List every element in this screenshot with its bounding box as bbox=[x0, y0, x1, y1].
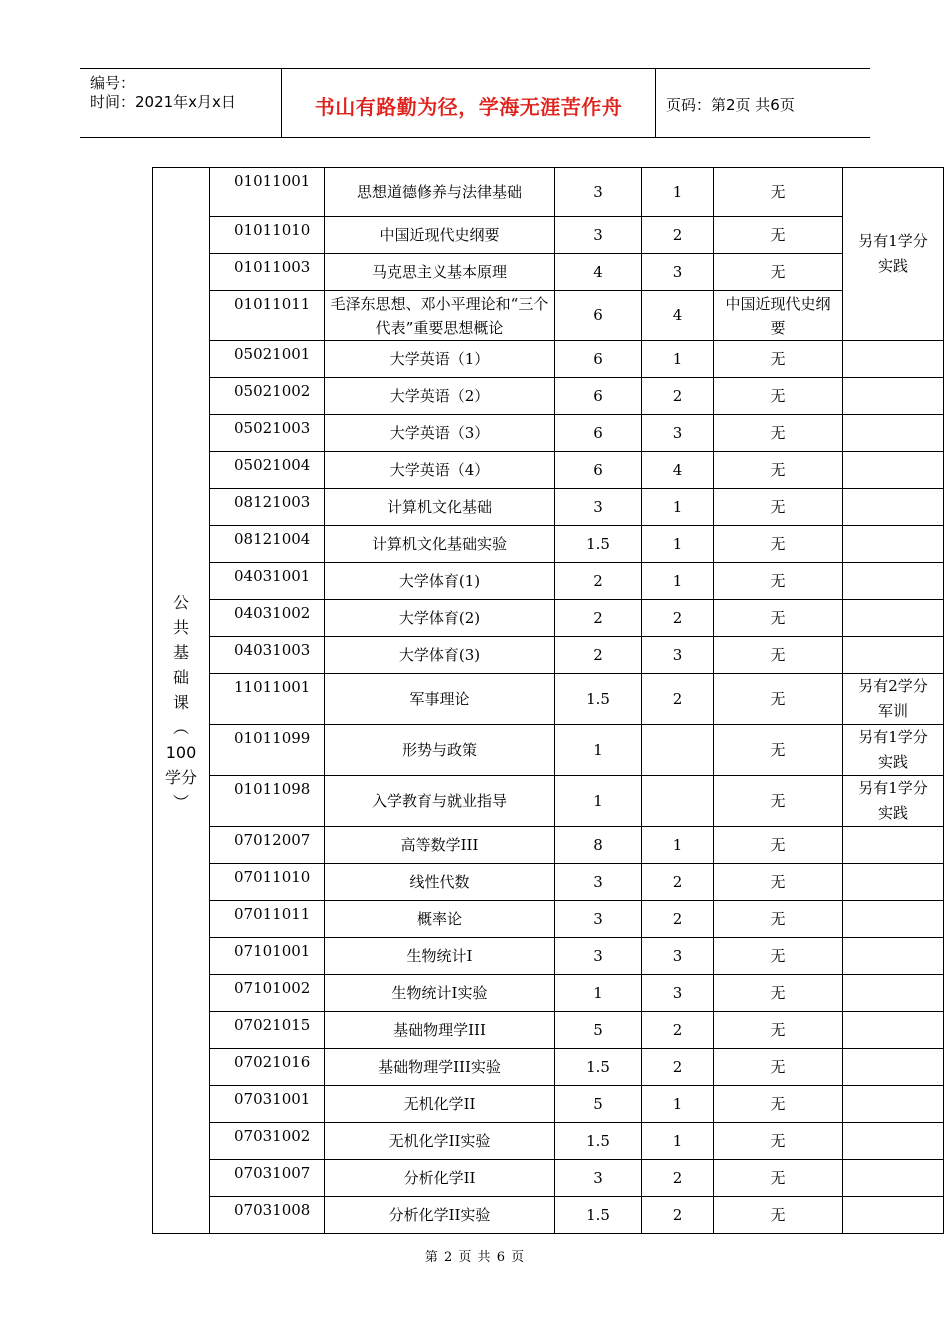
table-row bbox=[153, 341, 944, 378]
course-credits: 6 bbox=[555, 452, 642, 489]
course-code: 01011010 bbox=[210, 217, 325, 254]
table-row bbox=[153, 217, 944, 254]
table-row bbox=[153, 489, 944, 526]
course-credits: 2 bbox=[555, 563, 642, 600]
table-row bbox=[153, 254, 944, 291]
course-name: 大学体育(3) bbox=[325, 637, 555, 674]
course-name: 入学教育与就业指导 bbox=[325, 776, 555, 827]
course-name: 高等数学III bbox=[325, 827, 555, 864]
category-char: ︵ bbox=[172, 718, 189, 737]
course-name: 马克思主义基本原理 bbox=[325, 254, 555, 291]
header-page-info: 页码：第2页 共6页 bbox=[666, 96, 795, 114]
course-name: 计算机文化基础实验 bbox=[325, 526, 555, 563]
course-code: 07031008 bbox=[210, 1197, 325, 1234]
course-semester bbox=[642, 725, 714, 776]
table-row bbox=[153, 827, 944, 864]
course-name: 概率论 bbox=[325, 901, 555, 938]
course-prereq: 无 bbox=[714, 1160, 843, 1197]
course-credits: 6 bbox=[555, 291, 642, 341]
course-name: 生物统计I bbox=[325, 938, 555, 975]
course-credits: 3 bbox=[555, 489, 642, 526]
course-prereq: 无 bbox=[714, 1049, 843, 1086]
course-note bbox=[843, 1160, 944, 1197]
course-semester bbox=[642, 776, 714, 827]
course-prereq: 无 bbox=[714, 1123, 843, 1160]
course-note bbox=[843, 526, 944, 563]
table-row bbox=[153, 415, 944, 452]
course-credits: 1 bbox=[555, 725, 642, 776]
course-code: 07101002 bbox=[210, 975, 325, 1012]
course-credits: 3 bbox=[555, 168, 642, 217]
course-name: 大学体育(1) bbox=[325, 563, 555, 600]
page-header bbox=[80, 68, 870, 138]
course-credits: 5 bbox=[555, 1086, 642, 1123]
page-footer: 第 2 页 共 6 页 bbox=[424, 1250, 526, 1265]
course-note: 另有1学分实践 bbox=[843, 776, 944, 827]
course-name: 思想道德修养与法律基础 bbox=[325, 168, 555, 217]
course-semester: 2 bbox=[642, 1160, 714, 1197]
course-credits: 1 bbox=[555, 975, 642, 1012]
course-note bbox=[843, 600, 944, 637]
table-row bbox=[153, 526, 944, 563]
course-credits: 6 bbox=[555, 378, 642, 415]
course-code: 11011001 bbox=[210, 674, 325, 725]
course-semester: 3 bbox=[642, 637, 714, 674]
table-row bbox=[153, 975, 944, 1012]
course-credits: 3 bbox=[555, 1160, 642, 1197]
course-semester: 1 bbox=[642, 1086, 714, 1123]
course-semester: 4 bbox=[642, 291, 714, 341]
course-name: 中国近现代史纲要 bbox=[325, 217, 555, 254]
course-semester: 1 bbox=[642, 563, 714, 600]
course-prereq: 无 bbox=[714, 901, 843, 938]
course-prereq: 无 bbox=[714, 776, 843, 827]
category-char: 100 bbox=[165, 743, 197, 762]
course-code: 05021002 bbox=[210, 378, 325, 415]
course-credits: 4 bbox=[555, 254, 642, 291]
document-number-label: 编号： bbox=[90, 74, 136, 92]
document-time-label: 时间：2021年x月x日 bbox=[90, 93, 236, 111]
course-prereq: 无 bbox=[714, 600, 843, 637]
table-row bbox=[153, 1012, 944, 1049]
course-code: 08121004 bbox=[210, 526, 325, 563]
header-page-cell bbox=[656, 69, 870, 137]
course-prereq: 无 bbox=[714, 168, 843, 217]
course-credits: 3 bbox=[555, 901, 642, 938]
course-prereq: 无 bbox=[714, 1197, 843, 1234]
course-prereq: 无 bbox=[714, 864, 843, 901]
course-credits: 2 bbox=[555, 637, 642, 674]
course-prereq: 无 bbox=[714, 637, 843, 674]
course-note bbox=[843, 938, 944, 975]
course-prereq: 无 bbox=[714, 674, 843, 725]
course-name: 线性代数 bbox=[325, 864, 555, 901]
course-name: 基础物理学III bbox=[325, 1012, 555, 1049]
table-row bbox=[153, 1049, 944, 1086]
course-code: 01011011 bbox=[210, 291, 325, 341]
course-prereq: 无 bbox=[714, 489, 843, 526]
course-code: 07031002 bbox=[210, 1123, 325, 1160]
course-code: 07031001 bbox=[210, 1086, 325, 1123]
course-prereq: 无 bbox=[714, 975, 843, 1012]
course-name: 计算机文化基础 bbox=[325, 489, 555, 526]
course-prereq: 无 bbox=[714, 217, 843, 254]
course-name: 形势与政策 bbox=[325, 725, 555, 776]
course-code: 04031003 bbox=[210, 637, 325, 674]
course-credits: 1.5 bbox=[555, 1123, 642, 1160]
course-note bbox=[843, 415, 944, 452]
course-credits: 2 bbox=[555, 600, 642, 637]
course-prereq: 无 bbox=[714, 378, 843, 415]
course-note bbox=[843, 901, 944, 938]
course-credits: 1.5 bbox=[555, 526, 642, 563]
course-note: 另有2学分军训 bbox=[843, 674, 944, 725]
course-note bbox=[843, 975, 944, 1012]
group-note: 另有1学分实践 bbox=[843, 168, 944, 341]
course-semester: 1 bbox=[642, 827, 714, 864]
course-code: 04031002 bbox=[210, 600, 325, 637]
category-char: 课 bbox=[172, 693, 189, 712]
course-code: 07021015 bbox=[210, 1012, 325, 1049]
course-prereq: 中国近现代史纲要 bbox=[714, 291, 843, 341]
course-code: 07031007 bbox=[210, 1160, 325, 1197]
course-note bbox=[843, 1123, 944, 1160]
course-semester: 1 bbox=[642, 168, 714, 217]
course-code: 07101001 bbox=[210, 938, 325, 975]
course-note bbox=[843, 1197, 944, 1234]
course-prereq: 无 bbox=[714, 938, 843, 975]
course-name: 生物统计I实验 bbox=[325, 975, 555, 1012]
course-prereq: 无 bbox=[714, 254, 843, 291]
course-credits: 3 bbox=[555, 938, 642, 975]
table-row bbox=[153, 1197, 944, 1234]
course-note bbox=[843, 1049, 944, 1086]
course-name: 分析化学II bbox=[325, 1160, 555, 1197]
category-cell bbox=[153, 168, 210, 1234]
course-credits: 1.5 bbox=[555, 1049, 642, 1086]
table-row bbox=[153, 864, 944, 901]
course-credits: 3 bbox=[555, 217, 642, 254]
course-name: 大学英语（2） bbox=[325, 378, 555, 415]
course-name: 分析化学II实验 bbox=[325, 1197, 555, 1234]
course-semester: 2 bbox=[642, 901, 714, 938]
course-code: 07011011 bbox=[210, 901, 325, 938]
course-prereq: 无 bbox=[714, 1012, 843, 1049]
course-code: 08121003 bbox=[210, 489, 325, 526]
course-prereq: 无 bbox=[714, 827, 843, 864]
course-prereq: 无 bbox=[714, 452, 843, 489]
course-name: 无机化学II实验 bbox=[325, 1123, 555, 1160]
course-credits: 1.5 bbox=[555, 1197, 642, 1234]
table-row bbox=[153, 637, 944, 674]
course-code: 04031001 bbox=[210, 563, 325, 600]
course-credits: 6 bbox=[555, 341, 642, 378]
category-char: ︶ bbox=[172, 793, 189, 812]
course-code: 07011010 bbox=[210, 864, 325, 901]
table-row bbox=[153, 674, 944, 725]
table-row bbox=[153, 901, 944, 938]
course-credits: 6 bbox=[555, 415, 642, 452]
header-meta bbox=[80, 69, 282, 137]
course-semester: 2 bbox=[642, 1049, 714, 1086]
course-credits: 1.5 bbox=[555, 674, 642, 725]
table-row bbox=[153, 563, 944, 600]
course-semester: 2 bbox=[642, 1012, 714, 1049]
course-code: 01011099 bbox=[210, 725, 325, 776]
course-name: 军事理论 bbox=[325, 674, 555, 725]
course-semester: 3 bbox=[642, 938, 714, 975]
course-semester: 3 bbox=[642, 254, 714, 291]
course-name: 大学英语（1） bbox=[325, 341, 555, 378]
course-note: 另有1学分实践 bbox=[843, 725, 944, 776]
table-row bbox=[153, 600, 944, 637]
course-semester: 4 bbox=[642, 452, 714, 489]
course-prereq: 无 bbox=[714, 1086, 843, 1123]
table-row bbox=[153, 776, 944, 827]
course-note bbox=[843, 1012, 944, 1049]
course-name: 基础物理学III实验 bbox=[325, 1049, 555, 1086]
course-note bbox=[843, 637, 944, 674]
course-note bbox=[843, 563, 944, 600]
course-name: 大学体育(2) bbox=[325, 600, 555, 637]
course-note bbox=[843, 378, 944, 415]
header-motto: 书山有路勤为径，学海无涯苦作舟 bbox=[314, 95, 623, 119]
course-semester: 1 bbox=[642, 526, 714, 563]
course-semester: 2 bbox=[642, 864, 714, 901]
course-semester: 2 bbox=[642, 1197, 714, 1234]
course-credits: 8 bbox=[555, 827, 642, 864]
course-semester: 1 bbox=[642, 489, 714, 526]
course-note bbox=[843, 1086, 944, 1123]
course-code: 05021004 bbox=[210, 452, 325, 489]
category-char: 基 bbox=[172, 643, 189, 662]
course-table-body bbox=[153, 168, 944, 1234]
course-prereq: 无 bbox=[714, 725, 843, 776]
course-code: 05021003 bbox=[210, 415, 325, 452]
course-note bbox=[843, 827, 944, 864]
course-semester: 2 bbox=[642, 600, 714, 637]
table-row bbox=[153, 452, 944, 489]
course-semester: 2 bbox=[642, 217, 714, 254]
table-row bbox=[153, 291, 944, 341]
course-semester: 2 bbox=[642, 674, 714, 725]
table-row bbox=[153, 1123, 944, 1160]
category-char: 共 bbox=[172, 618, 189, 637]
course-credits: 1 bbox=[555, 776, 642, 827]
course-prereq: 无 bbox=[714, 415, 843, 452]
course-code: 01011001 bbox=[210, 168, 325, 217]
header-motto-cell bbox=[282, 69, 656, 137]
course-code: 07021016 bbox=[210, 1049, 325, 1086]
course-code: 01011098 bbox=[210, 776, 325, 827]
table-row bbox=[153, 378, 944, 415]
table-row bbox=[153, 1160, 944, 1197]
course-code: 05021001 bbox=[210, 341, 325, 378]
course-semester: 2 bbox=[642, 378, 714, 415]
category-char: 学分 bbox=[164, 768, 197, 787]
course-name: 大学英语（4） bbox=[325, 452, 555, 489]
category-char: 公 bbox=[172, 593, 189, 612]
course-semester: 1 bbox=[642, 1123, 714, 1160]
course-code: 01011003 bbox=[210, 254, 325, 291]
table-row bbox=[153, 938, 944, 975]
course-credits: 5 bbox=[555, 1012, 642, 1049]
course-prereq: 无 bbox=[714, 563, 843, 600]
category-char: 础 bbox=[172, 668, 189, 687]
course-semester: 3 bbox=[642, 975, 714, 1012]
course-semester: 3 bbox=[642, 415, 714, 452]
course-credits: 3 bbox=[555, 864, 642, 901]
course-note bbox=[843, 341, 944, 378]
course-note bbox=[843, 452, 944, 489]
course-name: 无机化学II bbox=[325, 1086, 555, 1123]
course-prereq: 无 bbox=[714, 526, 843, 563]
course-table bbox=[152, 167, 944, 1234]
course-note bbox=[843, 864, 944, 901]
table-row bbox=[153, 168, 944, 217]
course-semester: 1 bbox=[642, 341, 714, 378]
course-name: 毛泽东思想、邓小平理论和“三个代表”重要思想概论 bbox=[325, 291, 555, 341]
course-prereq: 无 bbox=[714, 341, 843, 378]
course-code: 07012007 bbox=[210, 827, 325, 864]
course-note bbox=[843, 489, 944, 526]
course-name: 大学英语（3） bbox=[325, 415, 555, 452]
table-row bbox=[153, 1086, 944, 1123]
table-row bbox=[153, 725, 944, 776]
